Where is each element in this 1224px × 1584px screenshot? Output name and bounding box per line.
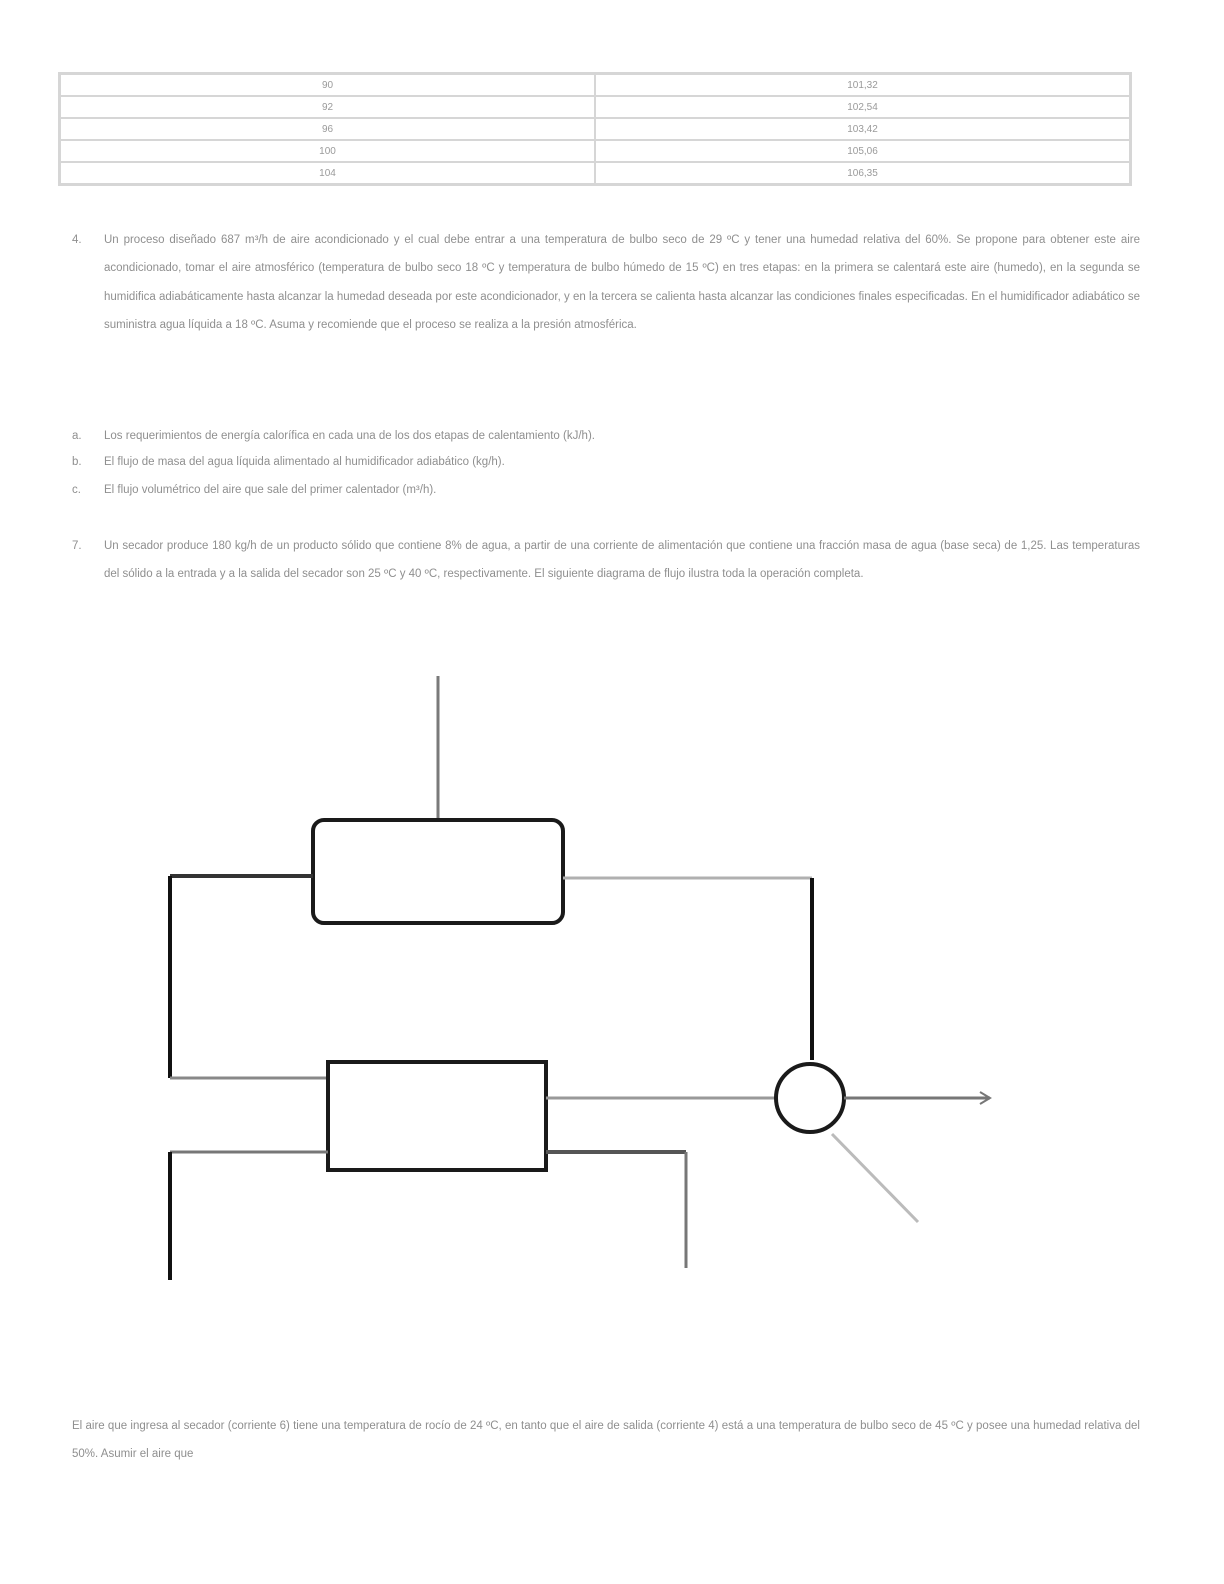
table-cell: 103,42 (595, 118, 1131, 140)
heater-unit (313, 820, 563, 923)
table-cell: 105,06 (595, 140, 1131, 162)
table-cell: 96 (60, 118, 596, 140)
problem-statement: Un secador produce 180 kg/h de un producto sólido que contiene 8% de agua, a partir de una corriente de alimentación que contiene una fracción masa de agua (base seca) de 1,25. Las temperaturas del sólido a la entrada y a la salida del secador son 25 ºC y 40 ºC, respectivamente. El siguiente diagrama de flujo ilustra toda la operación completa. (104, 540, 1140, 581)
purge-line (832, 1134, 918, 1222)
table-cell: 102,54 (595, 96, 1131, 118)
table-cell: 92 (60, 96, 596, 118)
dryer-unit (328, 1062, 546, 1170)
problem-number: 4. (72, 234, 82, 246)
footer-paragraph: El aire que ingresa al secador (corriente 6) tiene una temperatura de rocío de 24 ºC, en tanto que el aire de salida (corriente 4) está a una temperatura de bulbo seco de 45 ºC y posee una humedad relativa del 50%. Asumir el aire que (72, 1420, 1140, 1460)
problem-number: 7. (72, 540, 82, 552)
question-marker: b. (72, 456, 82, 468)
table-cell: 106,35 (595, 162, 1131, 185)
table-cell: 104 (60, 162, 596, 185)
question-marker: c. (72, 484, 81, 496)
table-cell: 90 (60, 74, 596, 97)
splitter-node (776, 1064, 844, 1132)
question-marker: a. (72, 430, 82, 442)
question-item: El flujo de masa del agua líquida alimentado al humidificador adiabático (kg/h). (104, 456, 505, 468)
question-item: El flujo volumétrico del aire que sale del primer calentador (m³/h). (104, 484, 437, 496)
table-cell: 101,32 (595, 74, 1131, 97)
table-cell: 100 (60, 140, 596, 162)
problem-statement: Un proceso diseñado 687 m³/h de aire acondicionado y el cual debe entrar a una temperatura de bulbo seco de 29 ºC y tener una humedad relativa del 60%. Se propone para obtener este aire acondicionado, tomar el aire atmosférico (temperatura de bulbo seco 18 ºC y temperatura de bulbo húmedo de 15 ºC) en tres etapas: en la primera se calentará este aire (humedo), en la segunda se humidifica adiabáticamente hasta alcanzar la humedad deseada por este acondicionador, y en la tercera se calienta hasta alcanzar las condiciones finales especificadas. En el humidificador adiabático se suministra agua líquida a 18 ºC. Asuma y recomiende que el proceso se realiza a la presión atmosférica. (104, 234, 1140, 332)
question-item: Los requerimientos de energía calorífica en cada una de los dos etapas de calentamiento (kJ/h). (104, 430, 595, 442)
